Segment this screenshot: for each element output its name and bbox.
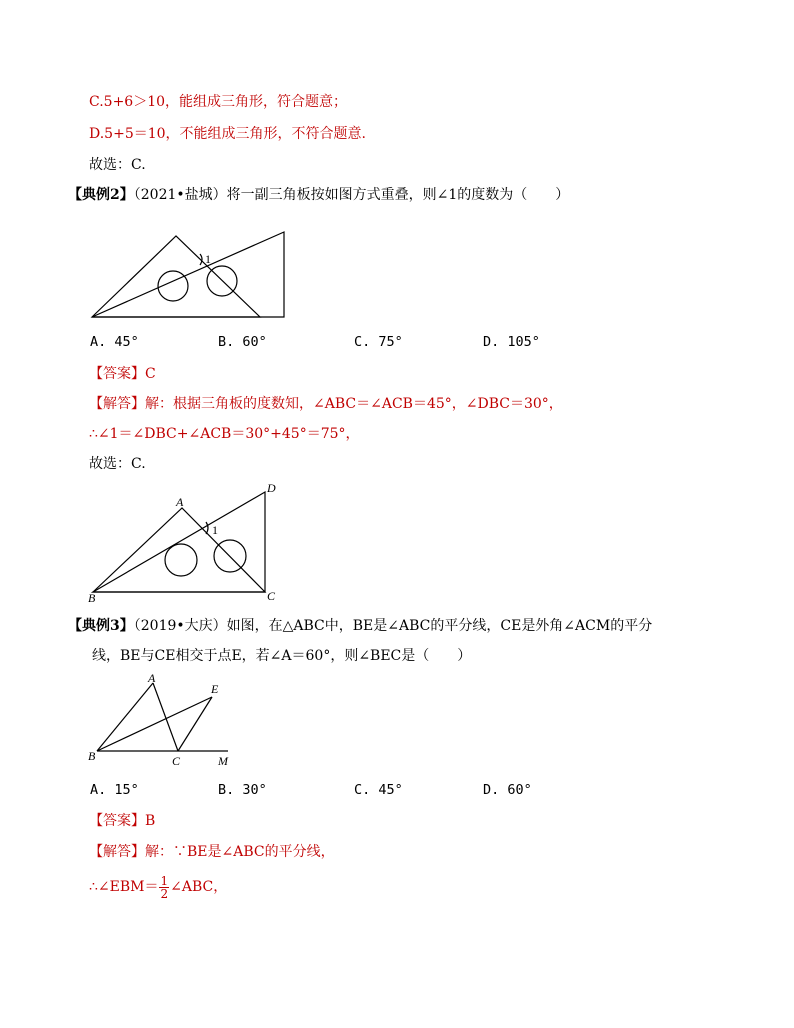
side-ac [153,683,178,751]
example-2-tag: 【典例2】 [68,187,134,203]
triangle-overlap-figure-2 [84,478,284,606]
choose-label: 故选：C. [89,456,146,472]
solution-tag: 【解答】 [89,844,145,860]
isosceles-triangle-plate [92,236,260,317]
vertex-label-d: D [267,481,276,495]
vertex-label-m: M [218,754,228,768]
option-c-analysis: C.5+6＞10，能组成三角形，符合题意； [89,94,348,110]
solution-part-1: ∴∠EBM＝ [89,879,159,895]
example-3-tag: 【典例3】 [68,618,134,634]
answer-2 [89,365,156,383]
plate-hole-left [165,544,197,576]
solution-3-line-1 [89,843,335,861]
answer-3 [89,812,155,830]
option-a: A. 15° [90,782,139,798]
fraction-denominator: 2 [160,886,169,901]
isosceles-triangle-plate [93,508,265,592]
example-2-question [68,186,569,204]
vertex-label-a: A [148,672,156,685]
vertex-label-c: C [172,754,181,768]
vertex-label-b: B [88,749,96,763]
solution-text: 解：∵BE是∠ABC的平分线， [145,844,335,860]
example-2-options [90,334,610,352]
example-2-text: （2021•盐城）将一副三角板按如图方式重叠，则∠1的度数为（ ） [133,187,570,203]
answer-value: C [145,366,156,382]
answer-tag: 【答案】 [89,366,145,382]
option-c: C. 45° [354,782,403,798]
fraction-numerator: 1 [160,873,169,888]
solution-tag: 【解答】 [89,396,145,412]
solution-3-line-2 [89,870,227,904]
answer-value: B [145,813,156,829]
vertex-label-a: A [176,495,184,509]
side-ba [97,683,153,751]
solution-part-2: ∠ABC， [170,879,228,895]
solution-text: 解：根据三角板的度数知，∠ABC＝∠ACB＝45°，∠DBC＝30°， [145,396,563,412]
solution-2-line-1 [89,395,563,413]
option-d: D. 105° [483,334,540,350]
answer-tag: 【答案】 [89,813,145,829]
option-d-analysis: D.5+5＝10，不能组成三角形，不符合题意. [89,126,366,142]
option-b: B. 60° [218,334,267,350]
fraction-one-half [159,875,169,900]
angle-label-1: 1 [212,523,218,537]
option-d: D. 60° [483,782,532,798]
answer-choice-1 [89,156,146,174]
triangle-overlap-figure-1 [88,230,298,322]
option-b: B. 30° [218,782,267,798]
angle-label-1: 1 [205,252,211,266]
answer-choice-2 [89,455,146,473]
option-a: A. 45° [90,334,139,350]
solution-2-line-2: ∴∠1＝∠DBC+∠ACB＝30°+45°＝75°， [89,426,360,442]
vertex-label-b: B [88,591,96,605]
right-triangle-plate [92,232,284,317]
choose-label: 故选：C. [89,157,146,173]
example-3-text-1: （2019•大庆）如图，在△ABC中，BE是∠ABC的平分线，CE是外角∠ACM的平分 [133,618,653,634]
example-3-question-line-1 [68,617,652,635]
option-c: C. 75° [354,334,403,350]
example-3-question-line-2: 线，BE与CE相交于点E，若∠A＝60°，则∠BEC是（ ） [92,648,472,664]
bisector-triangle-figure [86,672,236,770]
example-3-options [90,782,610,800]
vertex-label-e: E [211,682,219,696]
vertex-label-c: C [267,589,276,603]
